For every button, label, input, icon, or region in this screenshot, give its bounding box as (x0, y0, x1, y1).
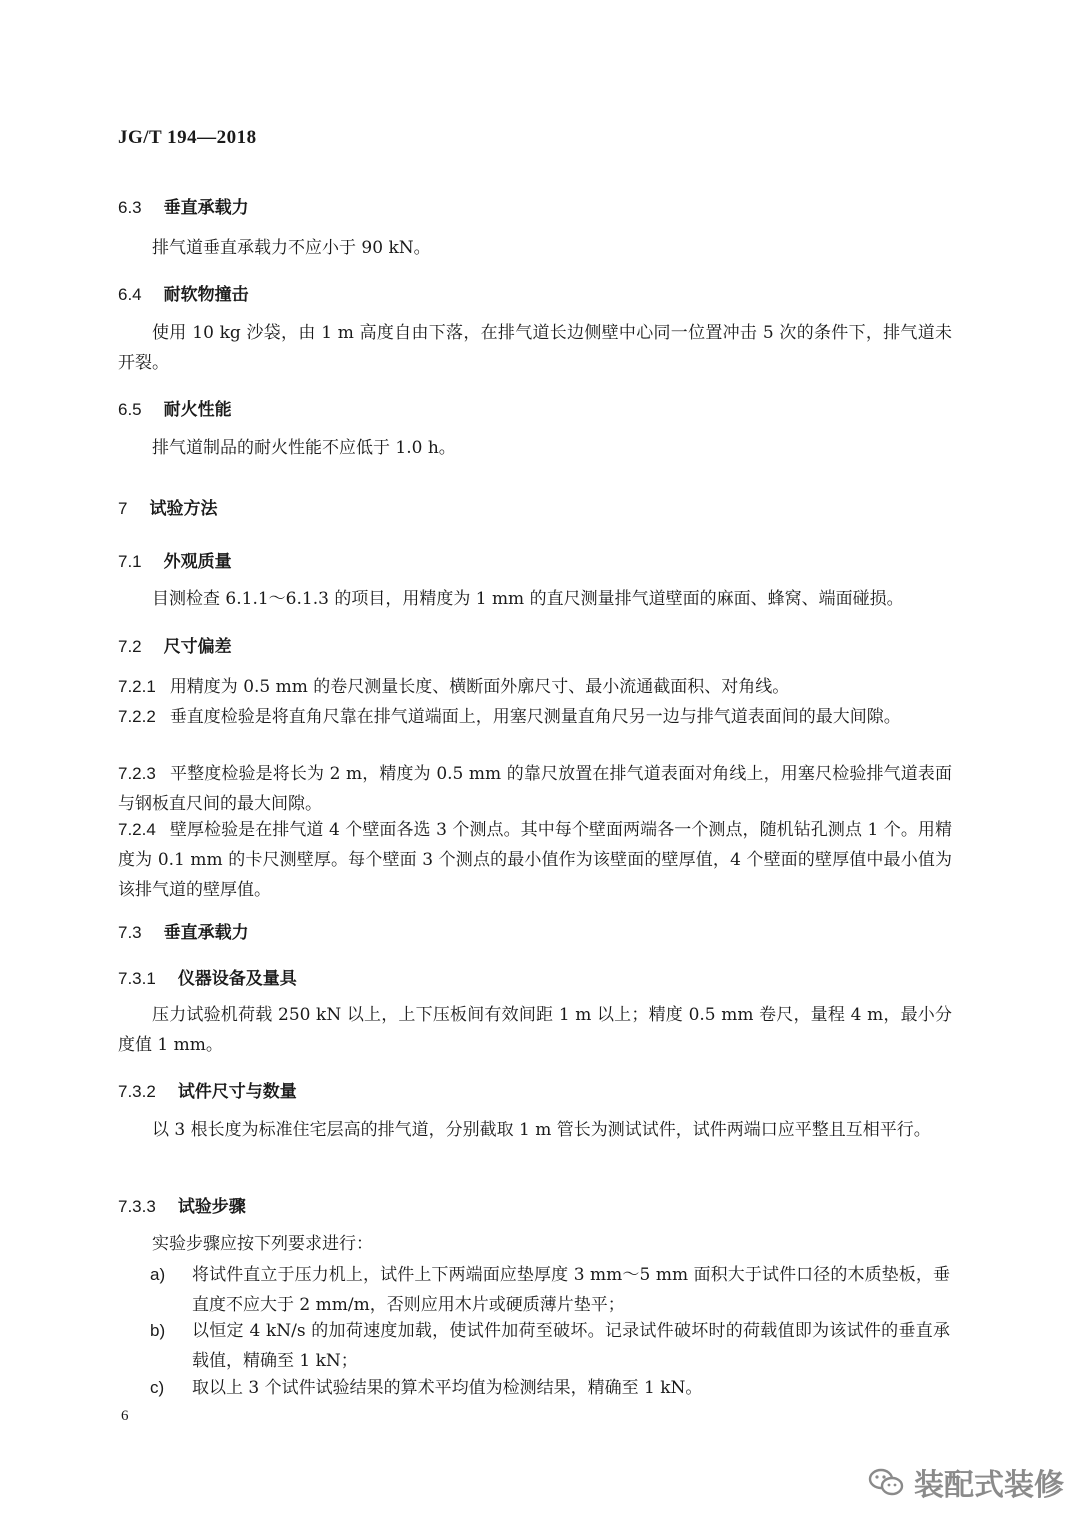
section-7-3-2-text: 以 3 根长度为标准住宅层高的排气道，分别截取 1 m 管长为测试试件，试件两端口应平整且互相平行。 (152, 1120, 931, 1140)
section-7-heading (118, 494, 217, 519)
section-7-3-1-text: 压力试验机荷载 250 kN 以上，上下压板间有效间距 1 m 以上；精度 0.5 mm 卷尺，量程 4 m，最小分度值 1 mm。 (118, 1005, 952, 1055)
section-number: 7 (118, 499, 128, 518)
section-7-1-text: 目测检查 6.1.1～6.1.3 的项目，用精度为 1 mm 的直尺测量排气道壁面的麻面、蜂窝、端面碰损。 (152, 589, 904, 609)
section-number: 6.3 (118, 198, 142, 217)
section-7-3-2-heading (118, 1077, 297, 1102)
section-6-5-heading (118, 395, 232, 420)
section-title: 垂直承载力 (163, 198, 249, 218)
clause-text: 平整度检验是将长为 2 m，精度为 0.5 mm 的靠尺放置在排气道表面对角线上，用塞尺检验排气道表面与钢板直尺间的最大间隙。 (118, 764, 952, 814)
list-item (150, 1373, 950, 1403)
section-6-4-heading (118, 280, 249, 305)
section-7-3-1-heading (118, 964, 297, 989)
clause-text: 垂直度检验是将直角尺靠在排气道端面上，用塞尺测量直角尺另一边与排气道表面间的最大间隙。 (169, 707, 901, 727)
section-6-3-heading (118, 193, 249, 218)
list-item (150, 1316, 950, 1376)
section-number: 6.5 (118, 400, 142, 419)
section-title: 试验步骤 (177, 1197, 246, 1217)
section-number: 7.1 (118, 552, 142, 571)
clause-7-2-4 (118, 815, 952, 905)
section-7-3-heading (118, 918, 249, 943)
section-title: 外观质量 (163, 552, 232, 572)
list-item-label: c) (150, 1378, 165, 1397)
section-number: 7.3 (118, 923, 142, 942)
section-number: 7.3.2 (118, 1082, 156, 1101)
section-number: 7.3.3 (118, 1197, 156, 1216)
clause-7-2-3 (118, 759, 952, 819)
section-title: 试验方法 (149, 499, 218, 519)
clause-number: 7.2.1 (118, 677, 156, 696)
wechat-icon (868, 1467, 904, 1497)
section-number: 7.2 (118, 637, 142, 656)
section-6-3-text: 排气道垂直承载力不应小于 90 kN。 (152, 238, 431, 258)
clause-text: 用精度为 0.5 mm 的卷尺测量长度、横断面外廓尺寸、最小流通截面积、对角线。 (169, 677, 790, 697)
section-title: 垂直承载力 (163, 923, 249, 943)
standard-code: JG/T 194—2018 (118, 127, 257, 148)
section-7-3-3-intro: 实验步骤应按下列要求进行： (152, 1234, 373, 1254)
clause-text: 壁厚检验是在排气道 4 个壁面各选 3 个测点。其中每个壁面两端各一个测点，随机钻孔测点 1 个。用精度为 0.1 mm 的卡尺测壁厚。每个壁面 3 个测点的最小值作为该壁面的壁厚值，4 个壁面的壁厚值中最小值为该排气道的壁厚值。 (118, 820, 952, 900)
section-7-2-heading (118, 632, 232, 657)
list-item (150, 1260, 950, 1320)
section-title: 耐火性能 (163, 400, 232, 420)
section-title: 仪器设备及量具 (177, 969, 297, 989)
clause-7-2-1 (118, 672, 952, 702)
list-item-text: 以恒定 4 kN/s 的加荷速度加载，使试件加荷至破坏。记录试件破坏时的荷载值即为该试件的垂直承载值，精确至 1 kN； (192, 1321, 950, 1371)
clause-number: 7.2.3 (118, 764, 156, 783)
list-item-text: 取以上 3 个试件试验结果的算术平均值为检测结果，精确至 1 kN。 (192, 1378, 703, 1398)
list-item-label: a) (150, 1265, 166, 1284)
section-title: 试件尺寸与数量 (177, 1082, 297, 1102)
list-item-text: 将试件直立于压力机上，试件上下两端面应垫厚度 3 mm～5 mm 面积大于试件口径的木质垫板，垂直度不应大于 2 mm/m，否则应用木片或硬质薄片垫平； (192, 1265, 950, 1315)
page-number: 6 (121, 1408, 129, 1424)
watermark-text: 装配式装修 (914, 1468, 1064, 1503)
clause-number: 7.2.2 (118, 707, 156, 726)
section-6-4-text: 使用 10 kg 沙袋，由 1 m 高度自由下落，在排气道长边侧壁中心同一位置冲击 5 次的条件下，排气道未开裂。 (118, 323, 952, 373)
section-7-3-3-heading (118, 1192, 246, 1217)
list-item-label: b) (150, 1321, 166, 1340)
section-7-1-heading (118, 547, 232, 572)
section-title: 尺寸偏差 (163, 637, 232, 657)
section-title: 耐软物撞击 (163, 285, 249, 305)
section-number: 7.3.1 (118, 969, 156, 988)
watermark (868, 1460, 1064, 1504)
clause-number: 7.2.4 (118, 820, 156, 839)
section-6-5-text: 排气道制品的耐火性能不应低于 1.0 h。 (152, 438, 456, 458)
clause-7-2-2 (118, 702, 952, 732)
section-number: 6.4 (118, 285, 142, 304)
